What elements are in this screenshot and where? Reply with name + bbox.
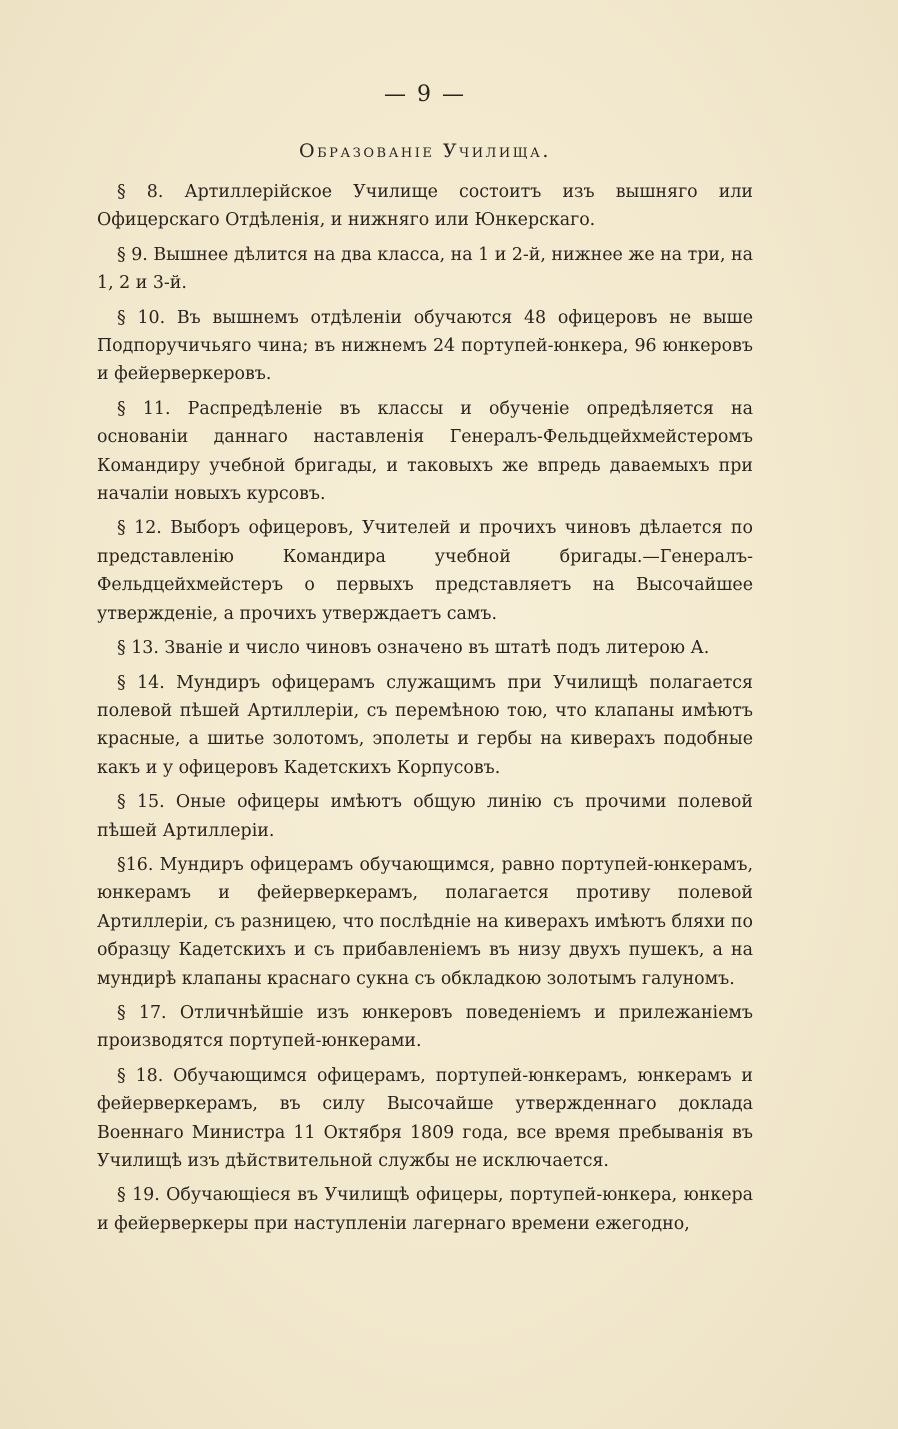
paragraph-16: §16. Мундиръ офицерамъ обучающимся, равно портупей-юнкерамъ, юнкерамъ и фейерверкерамъ, полагается противу полевой Артиллеріи, съ разницею, что послѣдніе на киверахъ имѣютъ бляхи по образцу Кадетскихъ и съ прибавленіемъ въ низу двухъ пушекъ, а на мундирѣ клапаны краснаго сукна съ обкладкою золотымъ галуномъ. bbox=[97, 854, 753, 989]
section-heading: Образованіе Училища. bbox=[299, 140, 551, 162]
paragraph-18: § 18. Обучающимся офицерамъ, портупей-юнкерамъ, юнкерамъ и фейерверкерамъ, въ силу Высочайше утвержденнаго доклада Военнаго Министра 11 Октября 1809 года, все время пребыванія въ Училищѣ изъ дѣйствительной службы не исключается. bbox=[97, 1065, 753, 1171]
paragraph-8: § 8. Артиллерійское Училище состоитъ изъ вышняго или Офицерскаго Отдѣленія, и нижняго или Юнкерскаго. bbox=[97, 182, 753, 231]
paragraph-11: § 11. Распредѣленіе въ классы и обученіе опредѣляется на основаніи даннаго наставленія Генералъ-Фельдцейхмейстеромъ Командиру учебной бригады, и таковыхъ же впредь даваемыхъ при началіи новыхъ курсовъ. bbox=[97, 398, 753, 505]
page-text bbox=[97, 78, 753, 1244]
paragraph-17: § 17. Отличнѣйшіе изъ юнкеровъ поведеніемъ и прилежаніемъ производятся портупей-юнкерами. bbox=[97, 1002, 753, 1052]
paragraph-13: § 13. Званіе и число чиновъ означено въ штатѣ подъ литерою А. bbox=[117, 638, 710, 659]
page-number: — 9 — bbox=[384, 82, 466, 107]
paragraph-15: § 15. Оные офицеры имѣютъ общую линію съ прочими полевой пѣшей Артиллеріи. bbox=[97, 792, 753, 841]
paragraph-19: § 19. Обучающіеся въ Училищѣ офицеры, портупей-юнкера, юнкера и фейерверкеры при наступленіи лагернаго времени ежегодно, bbox=[97, 1185, 753, 1234]
paragraph-9: § 9. Вышнее дѣлится на два класса, на 1 и 2-й, нижнее же на три, на 1, 2 и 3-й. bbox=[97, 244, 753, 294]
paragraph-10: § 10. Въ вышнемъ отдѣленіи обучаются 48 офицеровъ не выше Подпоручичьяго чина; въ нижнемъ 24 портупей-юнкера, 96 юнкеровъ и фейерверкеровъ. bbox=[97, 307, 753, 385]
paragraph-14: § 14. Мундиръ офицерамъ служащимъ при Училищѣ полагается полевой пѣшей Артиллеріи, съ перемѣною тою, что клапаны имѣютъ красные, а шитье золотомъ, эполеты и гербы на киверахъ подобные какъ и у офицеровъ Кадетскихъ Корпусовъ. bbox=[97, 672, 753, 778]
paragraph-12: § 12. Выборъ офицеровъ, Учителей и прочихъ чиновъ дѣлается по представленію Командира учебной бригады.—Генералъ-Фельдцейхмейстеръ о первыхъ представляетъ на Высочайшее утвержденіе, а прочихъ утверждаетъ самъ. bbox=[97, 518, 753, 624]
